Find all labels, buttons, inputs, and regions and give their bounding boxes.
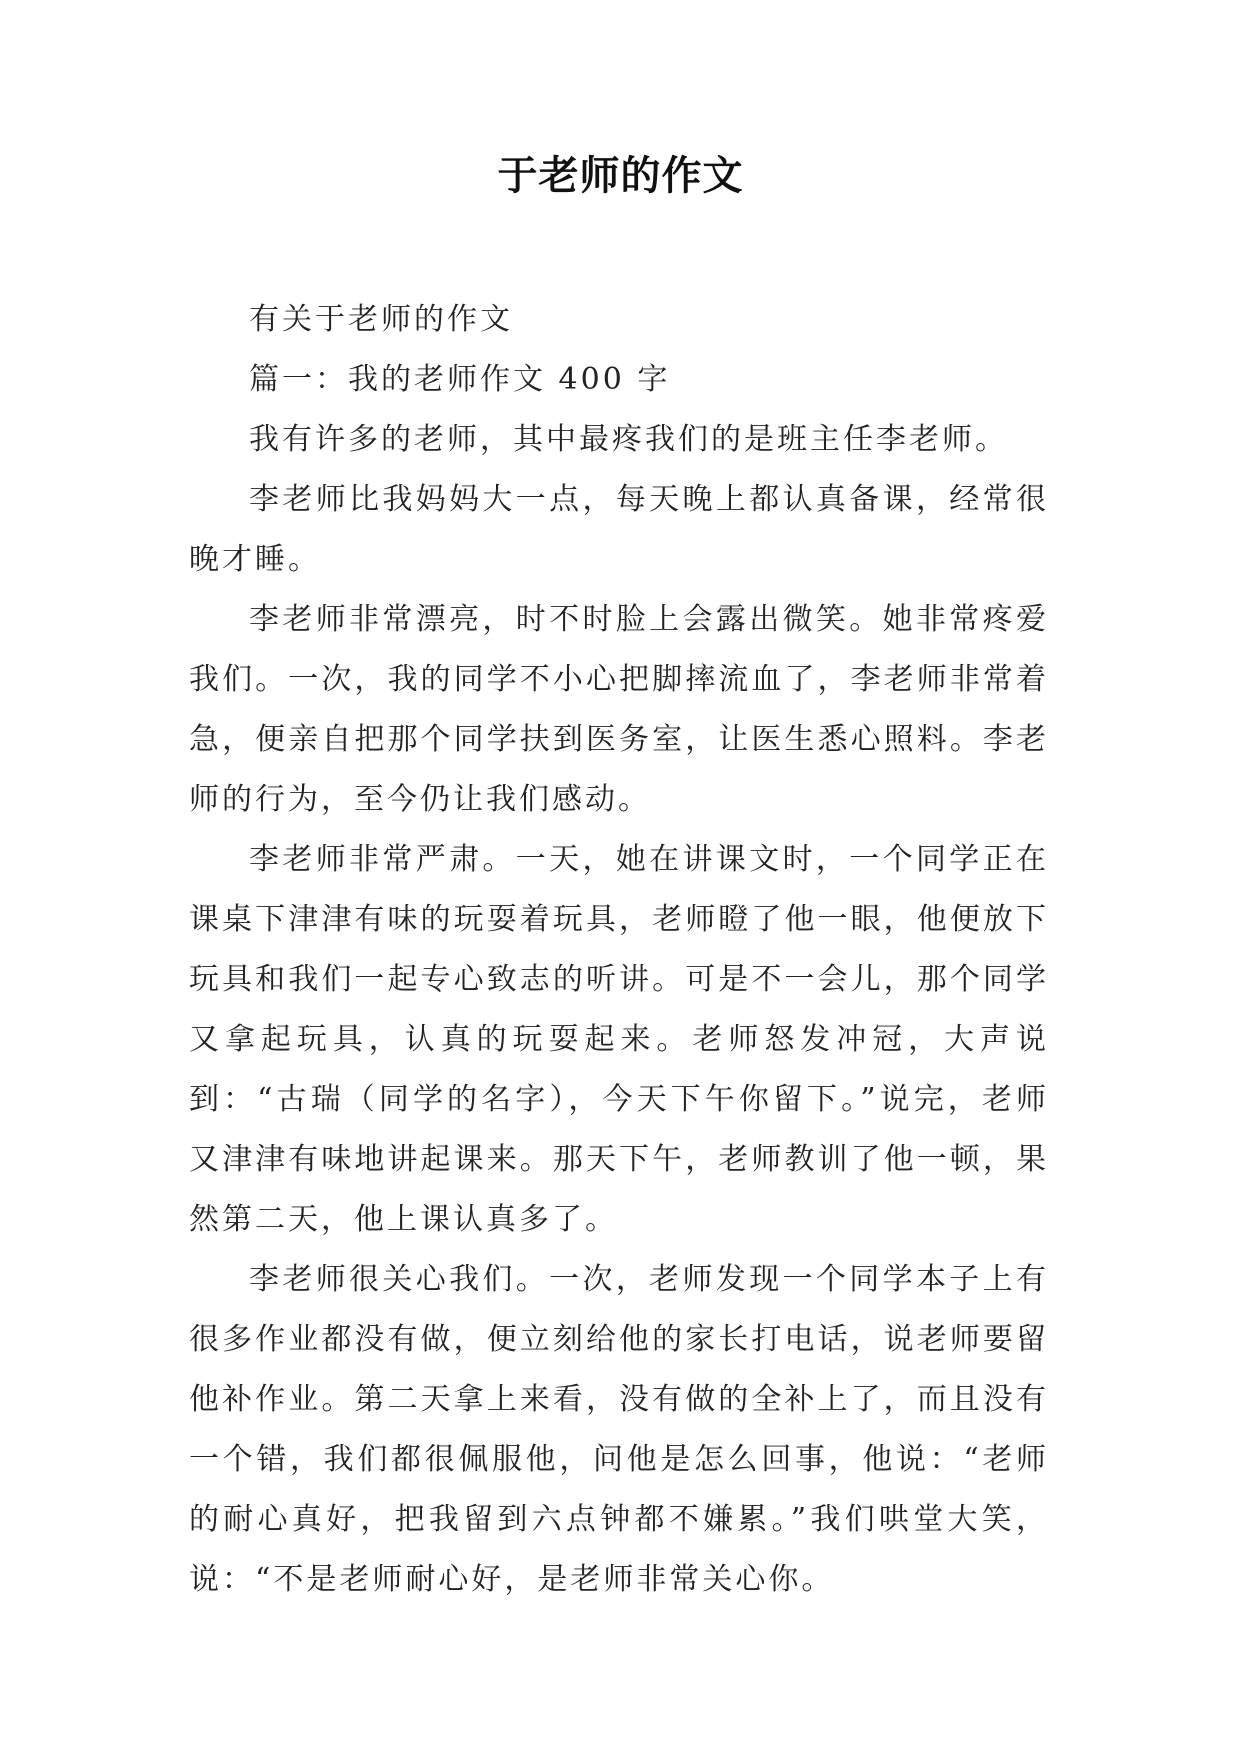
paragraph: 李老师比我妈妈大一点，每天晚上都认真备课，经常很晚才睡。 [189,482,1049,577]
paragraph: 李老师非常漂亮，时不时脸上会露出微笑。她非常疼爱我们。一次，我的同学不小心把脚摔流血了，李老师非常着急，便亲自把那个同学扶到医务室，让医生悉心照料。李老师的行为，至今仍让我们感动。 [189,602,1049,817]
paragraph: 我有许多的老师，其中最疼我们的是班主任李老师。 [249,422,1008,457]
paragraph: 李老师很关心我们。一次，老师发现一个同学本子上有很多作业都没有做，便立刻给他的家长打电话，说老师要留他补作业。第二天拿上来看，没有做的全补上了，而且没有一个错，我们都很佩服他，问他是怎么回事，他说：“老师的耐心真好，把我留到六点钟都不嫌累。”我们哄堂大笑，说：“不是老师耐心好，是老师非常关心你。 [189,1262,1049,1597]
paragraph: 李老师非常严肃。一天，她在讲课文时，一个同学正在课桌下津津有味的玩耍着玩具，老师瞪了他一眼，他便放下玩具和我们一起专心致志的听讲。可是不一会儿，那个同学又拿起玩具，认真的玩耍起来。老师怒发冲冠，大声说到：“古瑞（同学的名字），今天下午你留下。”说完，老师又津津有味地讲起课来。那天下午，老师教训了他一顿，果然第二天，他上课认真多了。 [189,842,1049,1237]
document-body [189,290,1049,1610]
document-title: 于老师的作文 [497,153,744,199]
paragraph: 有关于老师的作文 [249,302,513,337]
paragraph: 篇一：我的老师作文 400 字 [249,362,671,397]
